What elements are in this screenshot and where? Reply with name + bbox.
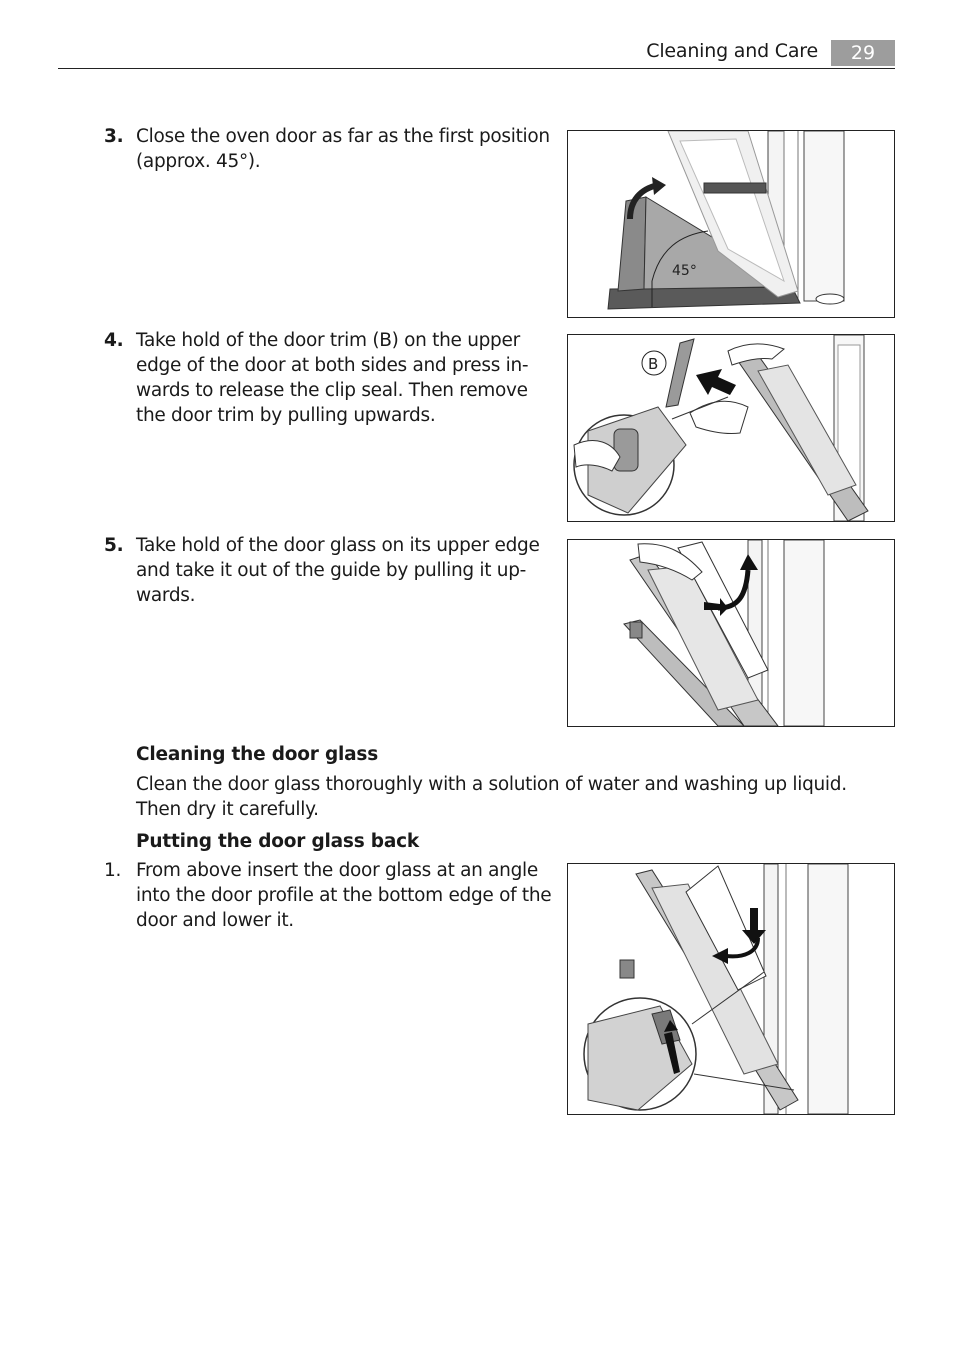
door-trim-illustration: [568, 335, 894, 521]
door-glass-removal-illustration: [568, 540, 894, 726]
step-text: Close the oven door as far as the first position (approx. 45°).: [136, 126, 550, 172]
step-number: 1.: [104, 860, 122, 881]
section-title: Cleaning and Care: [646, 40, 818, 62]
header-rule: [58, 68, 895, 69]
step-text: From above insert the door glass at an angle into the door profile at the bottom edge of the door and lower it.: [136, 860, 552, 931]
step-number: 5.: [104, 535, 124, 556]
door-glass-insert-illustration: [568, 864, 894, 1114]
step-text: Take hold of the door glass on its upper edge and take it out of the guide by pulling it up-wards.: [136, 535, 540, 606]
angle-label: 45°: [672, 263, 697, 279]
cleaning-heading: Cleaning the door glass: [136, 744, 379, 765]
page-number: 29: [831, 40, 895, 66]
refit-heading: Putting the door glass back: [136, 831, 419, 852]
step-number: 4.: [104, 330, 124, 351]
door-45-illustration: [568, 131, 894, 317]
figure-door-45-degrees: [567, 130, 895, 318]
cleaning-text: Clean the door glass thoroughly with a solution of water and washing up liquid. Then dry it carefully.: [136, 774, 847, 820]
step-text: Take hold of the door trim (B) on the upper edge of the door at both sides and press in-wards to release the clip seal. Then remove the door trim by pulling upwards.: [136, 330, 529, 426]
callout-b-label: B: [648, 355, 659, 373]
figure-remove-door-trim: [567, 334, 895, 522]
step-number: 3.: [104, 126, 124, 147]
figure-remove-door-glass: [567, 539, 895, 727]
figure-insert-door-glass: [567, 863, 895, 1115]
